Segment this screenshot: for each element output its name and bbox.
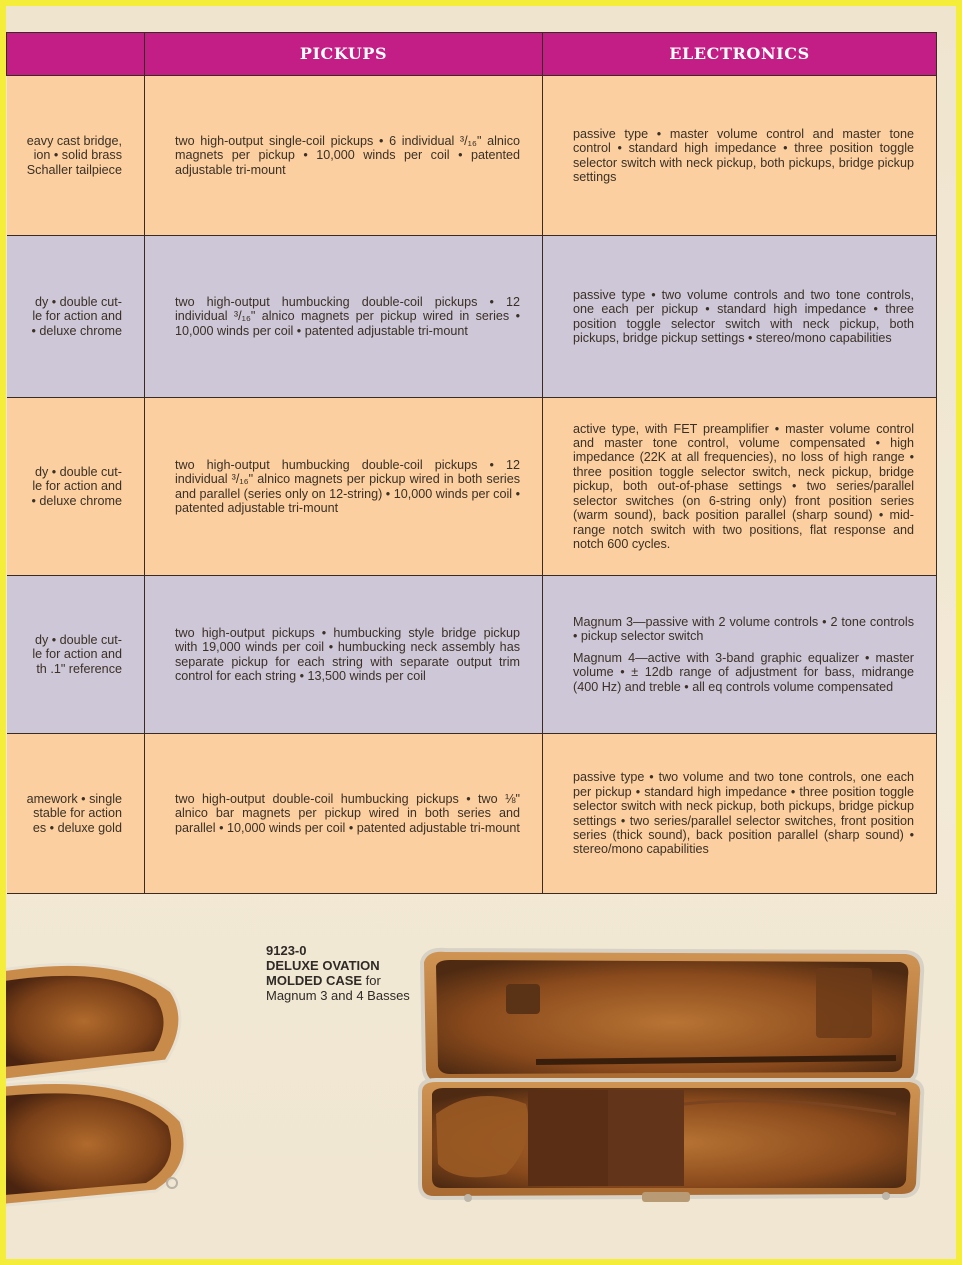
electronics-text-magnum3: Magnum 3—passive with 2 volume controls • 2 tone controls • pickup selector switch <box>573 614 914 644</box>
body-line: le for action and <box>32 647 122 662</box>
guitar-case-photo-left <box>0 951 196 1216</box>
body-line: Schaller tailpiece <box>26 162 122 177</box>
body-line: • deluxe chrome <box>31 323 122 338</box>
case-model-number: 9123-0 <box>266 943 307 958</box>
spec-row-1 <box>7 76 937 236</box>
electronics-header: ELECTRONICS <box>543 33 937 76</box>
body-line: le for action and <box>32 479 122 494</box>
pickups-text: two high-output pickups • humbucking style bridge pickup with 19,000 winds per coil • humbucking neck assembly has separate pickup for each string with separate output trim control for each string • 13,500 winds per coil <box>175 625 520 683</box>
body-line: eavy cast bridge, <box>26 133 122 148</box>
body-line: dy • double cut- <box>34 294 122 309</box>
body-cell <box>7 576 145 734</box>
spec-row-5 <box>7 734 937 894</box>
body-line: stable for action <box>33 806 122 821</box>
body-line: th .1" reference <box>36 661 122 676</box>
electronics-text-magnum4: Magnum 4—active with 3-band graphic equalizer • master volume • ± 12db range of adjustment for bass, midrange (400 Hz) and treble • all eq controls volume compensated <box>573 650 914 694</box>
electronics-cell <box>543 398 937 576</box>
pickups-cell <box>145 236 543 398</box>
case-caption-rest: for Magnum 3 and 4 Basses <box>266 973 410 1003</box>
case-name-line1: DELUXE OVATION <box>266 958 380 973</box>
pickups-text: two high-output single-coil pickups • 6 individual ³/₁₆" alnico magnets per pickup • 10,000 winds per coil • patented adjustable tri-mount <box>175 133 520 177</box>
electronics-cell <box>543 734 937 894</box>
case-name-line2: MOLDED CASE <box>266 973 363 988</box>
body-header <box>7 33 145 76</box>
case-caption <box>266 943 426 1003</box>
spec-row-3 <box>7 398 937 576</box>
body-cell <box>7 76 145 236</box>
electronics-text: passive type • master volume control and master tone control • standard high impedance • three position toggle selector switch with neck pickup, both pickups, bridge pickup settings <box>573 126 914 184</box>
pickups-text: two high-output humbucking double-coil pickups • 12 individual ³/₁₆" alnico magnets per pickup wired in both series and parallel (series only on 12-string) • 10,000 winds per coil • patented adjustable tri-mount <box>175 457 520 515</box>
body-cell <box>7 398 145 576</box>
spec-table <box>6 32 937 894</box>
pickups-cell <box>145 398 543 576</box>
pickups-cell <box>145 576 543 734</box>
body-line: amework • single <box>26 791 122 806</box>
spec-row-4 <box>7 576 937 734</box>
body-line: ion • solid brass <box>33 148 122 163</box>
electronics-cell <box>543 576 937 734</box>
guitar-case-photo-right <box>416 944 928 1206</box>
electronics-cell <box>543 236 937 398</box>
body-line: es • deluxe gold <box>32 820 122 835</box>
pickups-header: PICKUPS <box>145 33 543 76</box>
body-cell <box>7 734 145 894</box>
spec-row-2 <box>7 236 937 398</box>
body-line: dy • double cut- <box>34 632 122 647</box>
body-line: le for action and <box>32 309 122 324</box>
body-line: • deluxe chrome <box>31 493 122 508</box>
electronics-cell <box>543 76 937 236</box>
pickups-cell <box>145 734 543 894</box>
electronics-text: passive type • two volume and two tone controls, one each per pickup • standard high impedance • three position toggle selector switch with neck pickup, both pickups, bridge pickup settings • two series/parallel selector switches, front position series (thick sound), back position parallel (sharp sound) • stereo/mono capabilities <box>573 770 914 857</box>
electronics-text: active type, with FET preamplifier • master volume control and master tone control, volume compensated • high impedance (22K at all frequencies), no loss of high range • three position toggle selector switch, neck pickup, bridge pickup, both out-of-phase settings • two series/parallel selector switches (on 6-string only) front position series (warm sound), back position parallel (sharp sound) • mid-range notch switch with two positions, flat response and notch 600 cycles. <box>573 421 914 551</box>
pickups-text: two high-output double-coil humbucking pickups • two ⅛" alnico bar magnets per pickup wired in both series and parallel • 10,000 winds per coil • patented adjustable tri-mount <box>175 791 520 835</box>
body-line: dy • double cut- <box>34 464 122 479</box>
body-cell <box>7 236 145 398</box>
pickups-text: two high-output humbucking double-coil pickups • 12 individual ³/₁₆" alnico magnets per pickup wired in series • 10,000 winds per coil • patented adjustable tri-mount <box>175 294 520 338</box>
header-row <box>7 33 937 76</box>
electronics-text: passive type • two volume controls and two tone controls, one each per pickup • standard high impedance • three position toggle selector switch with neck pickup, both pickups, bridge pickup settings • stereo/mono capabilities <box>573 287 914 345</box>
pickups-cell <box>145 76 543 236</box>
